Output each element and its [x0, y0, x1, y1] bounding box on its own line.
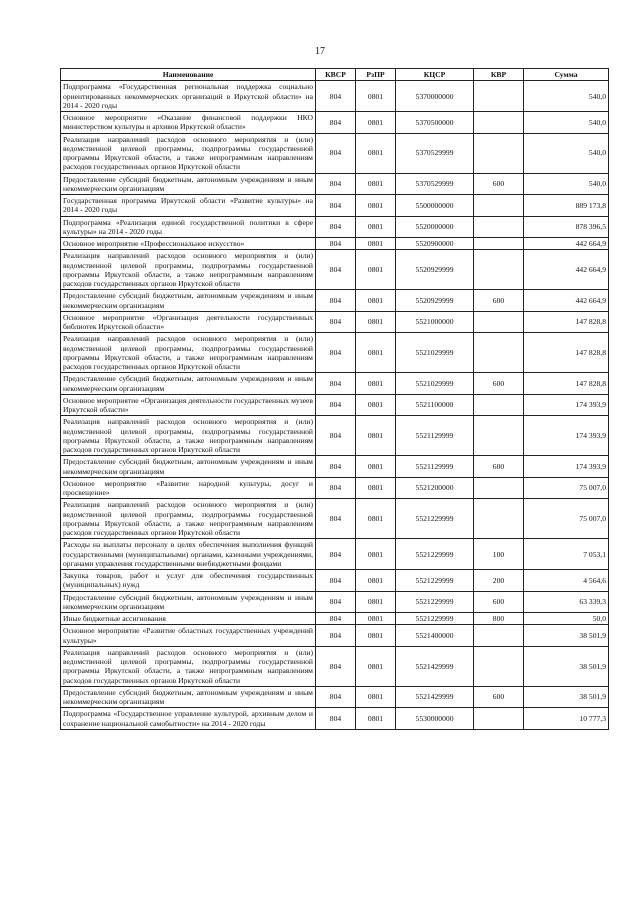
row-kvsr-cell: 804 [316, 81, 356, 112]
row-name-cell: Предоставление субсидий бюджетным, автономным учреждениям и иным некоммерческим организациям [61, 173, 316, 195]
row-kvsr-cell: 804 [316, 333, 356, 373]
row-name-cell: Реализация направлений расходов основного мероприятия и (или) ведомственной целевой программы, подпрограммы государственной программы Иркутской области, а также непрограммным направлениям расходов государственных органов Иркутской области [61, 333, 316, 373]
table-row [61, 373, 609, 395]
row-sum-cell: 63 339,3 [524, 591, 609, 613]
row-kvr-cell: 600 [474, 686, 524, 708]
row-sum-cell: 174 393,9 [524, 416, 609, 456]
row-kcsr-cell: 5520929999 [396, 290, 474, 312]
row-kvsr-cell: 804 [316, 290, 356, 312]
row-kcsr-cell: 5521129999 [396, 416, 474, 456]
header-row [61, 69, 609, 81]
row-sum-cell: 4 564,6 [524, 570, 609, 592]
row-kvsr-cell: 804 [316, 477, 356, 499]
row-kcsr-cell: 5520900000 [396, 238, 474, 250]
row-kvsr-cell: 804 [316, 708, 356, 730]
row-sum-cell: 38 501,9 [524, 625, 609, 647]
row-name-cell: Предоставление субсидий бюджетным, автономным учреждениям и иным некоммерческим организациям [61, 456, 316, 478]
header-rzpr: РзПР [356, 69, 396, 81]
row-kvsr-cell: 804 [316, 686, 356, 708]
row-sum-cell: 174 393,9 [524, 456, 609, 478]
row-name-cell: Предоставление субсидий бюджетным, автономным учреждениям и иным некоммерческим организациям [61, 290, 316, 312]
table-row [61, 195, 609, 217]
row-kcsr-cell: 5370529999 [396, 173, 474, 195]
row-kvr-cell: 600 [474, 373, 524, 395]
row-rzpr-cell: 0801 [356, 591, 396, 613]
row-rzpr-cell: 0801 [356, 570, 396, 592]
row-kcsr-cell: 5520000000 [396, 216, 474, 238]
table-row [61, 646, 609, 686]
row-name-cell: Основное мероприятие «Развитие народной культуры, досуг и просвещение» [61, 477, 316, 499]
header-kcsr: КЦСР [396, 69, 474, 81]
table-row [61, 311, 609, 333]
row-kvr-cell [474, 216, 524, 238]
table-row [61, 394, 609, 416]
row-rzpr-cell: 0801 [356, 708, 396, 730]
row-kcsr-cell: 5521029999 [396, 373, 474, 395]
row-kvsr-cell: 804 [316, 195, 356, 217]
row-rzpr-cell: 0801 [356, 686, 396, 708]
row-kvsr-cell: 804 [316, 456, 356, 478]
row-kvsr-cell: 804 [316, 250, 356, 290]
row-kvr-cell [474, 333, 524, 373]
table-row [61, 686, 609, 708]
row-kvr-cell: 600 [474, 290, 524, 312]
row-rzpr-cell: 0801 [356, 250, 396, 290]
header-sum: Сумма [524, 69, 609, 81]
row-kvr-cell: 200 [474, 570, 524, 592]
row-name-cell: Основное мероприятие «Развитие областных государственных учреждений культуры» [61, 625, 316, 647]
row-kvsr-cell: 804 [316, 591, 356, 613]
row-kvsr-cell: 804 [316, 373, 356, 395]
row-kvr-cell [474, 112, 524, 134]
table-row [61, 216, 609, 238]
row-kvr-cell: 600 [474, 456, 524, 478]
row-kcsr-cell: 5370000000 [396, 81, 474, 112]
row-rzpr-cell: 0801 [356, 613, 396, 625]
row-name-cell: Основное мероприятие «Организация деятельности государственных музеев Иркутской области» [61, 394, 316, 416]
row-rzpr-cell: 0801 [356, 456, 396, 478]
row-kcsr-cell: 5521400000 [396, 625, 474, 647]
row-name-cell: Иные бюджетные ассигнования [61, 613, 316, 625]
row-sum-cell: 540,0 [524, 112, 609, 134]
row-kvr-cell [474, 195, 524, 217]
row-sum-cell: 878 396,5 [524, 216, 609, 238]
table-row [61, 456, 609, 478]
row-sum-cell: 442 664,9 [524, 238, 609, 250]
row-kvsr-cell: 804 [316, 613, 356, 625]
row-sum-cell: 540,0 [524, 173, 609, 195]
table-row [61, 539, 609, 570]
row-kvr-cell [474, 133, 524, 173]
row-kvr-cell [474, 646, 524, 686]
table-row [61, 625, 609, 647]
row-kcsr-cell: 5521429999 [396, 686, 474, 708]
table-row [61, 238, 609, 250]
row-rzpr-cell: 0801 [356, 133, 396, 173]
row-kvr-cell: 600 [474, 173, 524, 195]
row-kcsr-cell: 5521100000 [396, 394, 474, 416]
row-name-cell: Основное мероприятие «Организация деятельности государственных библиотек Иркутской области» [61, 311, 316, 333]
row-kvr-cell [474, 416, 524, 456]
row-kvr-cell [474, 238, 524, 250]
row-kcsr-cell: 5520929999 [396, 250, 474, 290]
row-name-cell: Подпрограмма «Реализация единой государственной политики в сфере культуры» на 2014 - 2020 годы [61, 216, 316, 238]
row-name-cell: Реализация направлений расходов основного мероприятия и (или) ведомственной целевой программы, подпрограммы государственной программы Иркутской области, а также непрограммным направлениям расходов государственных органов Иркутской области [61, 250, 316, 290]
row-name-cell: Предоставление субсидий бюджетным, автономным учреждениям и иным некоммерческим организациям [61, 373, 316, 395]
table-row [61, 613, 609, 625]
row-sum-cell: 174 393,9 [524, 394, 609, 416]
row-kcsr-cell: 5521029999 [396, 333, 474, 373]
row-rzpr-cell: 0801 [356, 112, 396, 134]
row-kvsr-cell: 804 [316, 416, 356, 456]
table-body [61, 81, 609, 730]
row-sum-cell: 10 777,3 [524, 708, 609, 730]
row-sum-cell: 75 007,0 [524, 477, 609, 499]
table-row [61, 250, 609, 290]
row-kvr-cell [474, 708, 524, 730]
row-kvsr-cell: 804 [316, 112, 356, 134]
row-kvsr-cell: 804 [316, 625, 356, 647]
row-kcsr-cell: 5521229999 [396, 499, 474, 539]
table-row [61, 708, 609, 730]
row-kcsr-cell: 5521000000 [396, 311, 474, 333]
row-sum-cell: 442 664,9 [524, 250, 609, 290]
row-rzpr-cell: 0801 [356, 216, 396, 238]
table-header [61, 69, 609, 81]
row-sum-cell: 50,0 [524, 613, 609, 625]
row-sum-cell: 147 828,8 [524, 333, 609, 373]
row-kvr-cell [474, 81, 524, 112]
table-row [61, 499, 609, 539]
row-kcsr-cell: 5521129999 [396, 456, 474, 478]
row-kvsr-cell: 804 [316, 311, 356, 333]
row-rzpr-cell: 0801 [356, 333, 396, 373]
row-rzpr-cell: 0801 [356, 646, 396, 686]
table-row [61, 570, 609, 592]
row-sum-cell: 147 828,8 [524, 311, 609, 333]
row-kvr-cell: 100 [474, 539, 524, 570]
row-kcsr-cell: 5521229999 [396, 539, 474, 570]
row-kcsr-cell: 5521229999 [396, 613, 474, 625]
row-sum-cell: 540,0 [524, 133, 609, 173]
row-rzpr-cell: 0801 [356, 195, 396, 217]
row-rzpr-cell: 0801 [356, 238, 396, 250]
row-kvr-cell [474, 250, 524, 290]
table-row [61, 81, 609, 112]
row-kvsr-cell: 804 [316, 173, 356, 195]
row-kvr-cell: 600 [474, 591, 524, 613]
row-kvr-cell [474, 394, 524, 416]
header-kvsr: КВСР [316, 69, 356, 81]
row-sum-cell: 147 828,8 [524, 373, 609, 395]
row-name-cell: Предоставление субсидий бюджетным, автономным учреждениям и иным некоммерческим организациям [61, 591, 316, 613]
row-sum-cell: 38 501,9 [524, 686, 609, 708]
row-rzpr-cell: 0801 [356, 173, 396, 195]
row-sum-cell: 7 053,1 [524, 539, 609, 570]
row-kvsr-cell: 804 [316, 216, 356, 238]
row-sum-cell: 540,0 [524, 81, 609, 112]
row-kcsr-cell: 5521229999 [396, 591, 474, 613]
row-rzpr-cell: 0801 [356, 81, 396, 112]
row-kvr-cell [474, 311, 524, 333]
row-kvsr-cell: 804 [316, 238, 356, 250]
row-kvsr-cell: 804 [316, 539, 356, 570]
row-sum-cell: 889 173,8 [524, 195, 609, 217]
row-kvsr-cell: 804 [316, 394, 356, 416]
row-sum-cell: 442 664,9 [524, 290, 609, 312]
table-row [61, 416, 609, 456]
row-kvr-cell [474, 625, 524, 647]
row-name-cell: Расходы на выплаты персоналу в целях обеспечения выполнения функций государственными (муниципальными) органами, казенными учреждениями, органами управления государственными внебюджетными фондами [61, 539, 316, 570]
row-kvsr-cell: 804 [316, 570, 356, 592]
row-name-cell: Реализация направлений расходов основного мероприятия и (или) ведомственной целевой программы, подпрограммы государственной программы Иркутской области, а также непрограммным направлениям расходов государственных органов Иркутской области [61, 646, 316, 686]
row-kcsr-cell: 5521200000 [396, 477, 474, 499]
row-rzpr-cell: 0801 [356, 477, 396, 499]
row-name-cell: Подпрограмма «Государственная региональная поддержка социально ориентированных некоммерческих организаций в Иркутской области» на 2014 - 2020 годы [61, 81, 316, 112]
row-rzpr-cell: 0801 [356, 290, 396, 312]
row-rzpr-cell: 0801 [356, 373, 396, 395]
row-kcsr-cell: 5530000000 [396, 708, 474, 730]
row-rzpr-cell: 0801 [356, 539, 396, 570]
table-row [61, 333, 609, 373]
row-sum-cell: 38 501,9 [524, 646, 609, 686]
row-kcsr-cell: 5370500000 [396, 112, 474, 134]
budget-table [60, 68, 609, 730]
table-row [61, 112, 609, 134]
row-kcsr-cell: 5370529999 [396, 133, 474, 173]
row-name-cell: Основное мероприятие «Профессиональное искусство» [61, 238, 316, 250]
row-kvr-cell [474, 499, 524, 539]
row-kvr-cell: 800 [474, 613, 524, 625]
row-kvr-cell [474, 477, 524, 499]
row-kcsr-cell: 5521429999 [396, 646, 474, 686]
row-name-cell: Реализация направлений расходов основного мероприятия и (или) ведомственной целевой программы, подпрограммы государственной программы Иркутской области, а также непрограммным направлениям расходов государственных органов Иркутской области [61, 499, 316, 539]
row-name-cell: Закупка товаров, работ и услуг для обеспечения государственных (муниципальных) нужд [61, 570, 316, 592]
row-name-cell: Предоставление субсидий бюджетным, автономным учреждениям и иным некоммерческим организациям [61, 686, 316, 708]
row-kvsr-cell: 804 [316, 499, 356, 539]
table-row [61, 591, 609, 613]
row-name-cell: Основное мероприятие «Оказание финансовой поддержки НКО министерством культуры и архивов Иркутской области» [61, 112, 316, 134]
row-kvsr-cell: 804 [316, 133, 356, 173]
row-kvsr-cell: 804 [316, 646, 356, 686]
header-name: Наименование [61, 69, 316, 81]
page-number: 17 [315, 46, 325, 57]
row-kcsr-cell: 5521229999 [396, 570, 474, 592]
row-rzpr-cell: 0801 [356, 499, 396, 539]
row-rzpr-cell: 0801 [356, 311, 396, 333]
row-rzpr-cell: 0801 [356, 625, 396, 647]
row-name-cell: Государственная программа Иркутской области «Развитие культуры» на 2014 - 2020 годы [61, 195, 316, 217]
row-name-cell: Подпрограмма «Государственное управление культурой, архивным делом и сохранение национальной самобытности» на 2014 - 2020 годы [61, 708, 316, 730]
row-rzpr-cell: 0801 [356, 416, 396, 456]
table-row [61, 290, 609, 312]
row-rzpr-cell: 0801 [356, 394, 396, 416]
row-name-cell: Реализация направлений расходов основного мероприятия и (или) ведомственной целевой программы, подпрограммы государственной программы Иркутской области, а также непрограммным направлениям расходов государственных органов Иркутской области [61, 133, 316, 173]
row-sum-cell: 75 007,0 [524, 499, 609, 539]
table-row [61, 133, 609, 173]
table-row [61, 173, 609, 195]
header-kvr: КВР [474, 69, 524, 81]
row-name-cell: Реализация направлений расходов основного мероприятия и (или) ведомственной целевой программы, подпрограммы государственной программы Иркутской области, а также непрограммным направлениям расходов государственных органов Иркутской области [61, 416, 316, 456]
row-kcsr-cell: 5500000000 [396, 195, 474, 217]
table-row [61, 477, 609, 499]
